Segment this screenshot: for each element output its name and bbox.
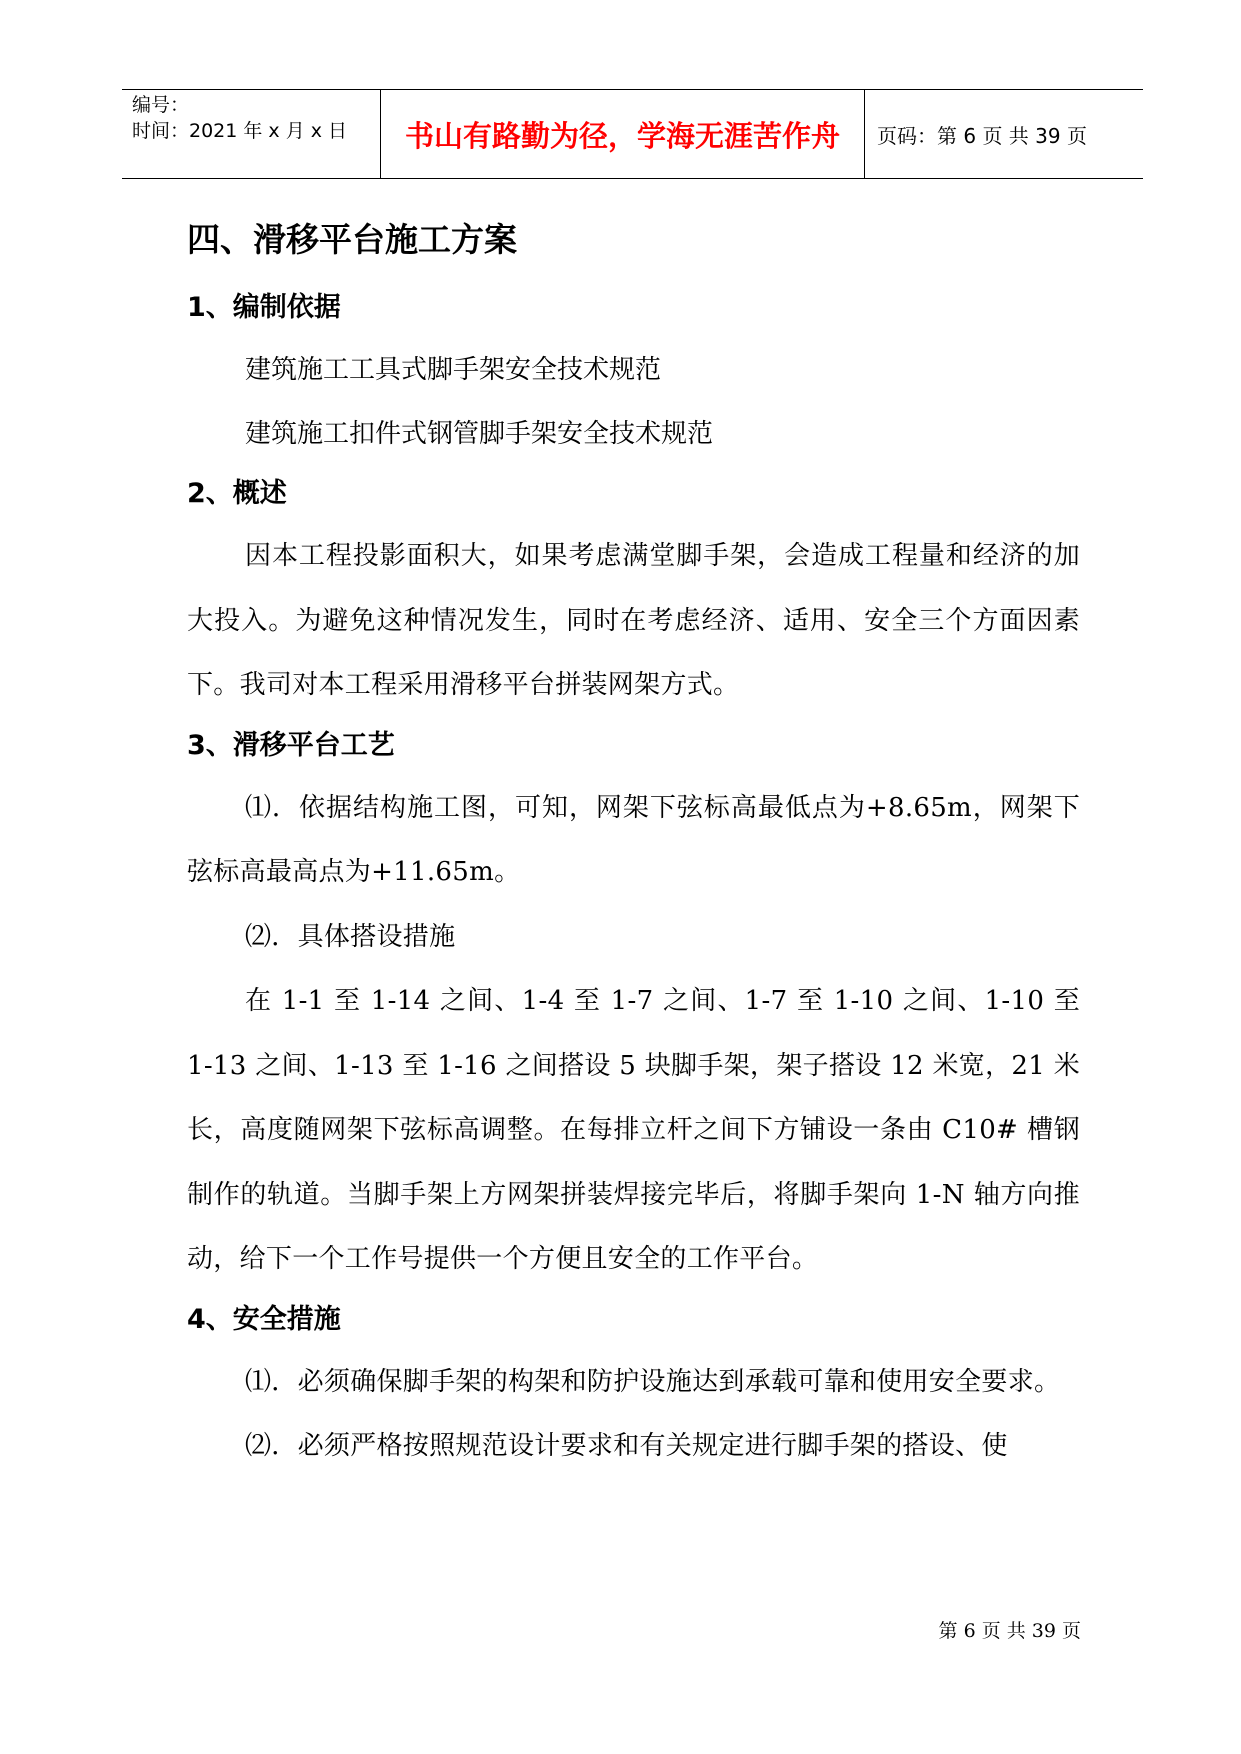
header-page-number: 页码：第 6 页 共 39 页 — [877, 123, 1087, 148]
document-time-label: 时间：2021 年 x 月 x 日 — [132, 120, 348, 142]
paragraph-measures: 在 1-1 至 1-14 之间、1-4 至 1-7 之间、1-7 至 1-10 之间、1-10 至 1-13 之间、1-13 至 1-16 之间搭设 5 块脚手架，架子搭设 12 米宽，21 米长，高度随网架下弦标高调整。在每排立杆之间下方铺设一条由 C10# 槽钢制作的轨道。当脚手架上方网架拼装焊接完毕后，将脚手架向 1-N 轴方向推动，给下一个工作号提供一个方便且安全的工作平台。 — [187, 986, 1080, 1274]
page-title: 四、滑移平台施工方案 — [187, 220, 517, 259]
document-number-label: 编号： — [132, 94, 190, 116]
header-motto-cell — [381, 90, 865, 178]
paragraph-safety-2: ⑵．必须严格按照规范设计要求和有关规定进行脚手架的搭设、使 — [245, 1431, 1008, 1461]
paragraph-safety-1: ⑴．必须确保脚手架的构架和防护设施达到承载可靠和使用安全要求。 — [245, 1366, 1061, 1397]
header-meta — [122, 90, 381, 178]
paragraph-measures-title: ⑵．具体搭设措施 — [245, 921, 456, 952]
section-heading-1: 1、编制依据 — [187, 292, 341, 323]
section-heading-2: 2、概述 — [187, 478, 287, 509]
section-heading-4: 4、安全措施 — [187, 1303, 341, 1335]
section-heading-3: 3、滑移平台工艺 — [187, 729, 395, 761]
list-item: 建筑施工扣件式钢管脚手架安全技术规范 — [245, 419, 714, 449]
header-motto: 书山有路勤为径，学海无涯苦作舟 — [404, 118, 840, 153]
page-footer: 第 6 页 共 39 页 — [938, 1620, 1081, 1642]
paragraph-overview: 因本工程投影面积大，如果考虑满堂脚手架，会造成工程量和经济的加大投入。为避免这种情况发生，同时在考虑经济、适用、安全三个方面因素下。我司对本工程采用滑移平台拼装网架方式。 — [187, 541, 1080, 700]
list-item: 建筑施工工具式脚手架安全技术规范 — [245, 355, 662, 385]
page-header — [122, 89, 1143, 179]
paragraph-elevation: ⑴．依据结构施工图，可知，网架下弦标高最低点为+8.65m，网架下弦标高最高点为+11.65m。 — [187, 792, 1080, 887]
document-body — [187, 205, 1080, 1479]
